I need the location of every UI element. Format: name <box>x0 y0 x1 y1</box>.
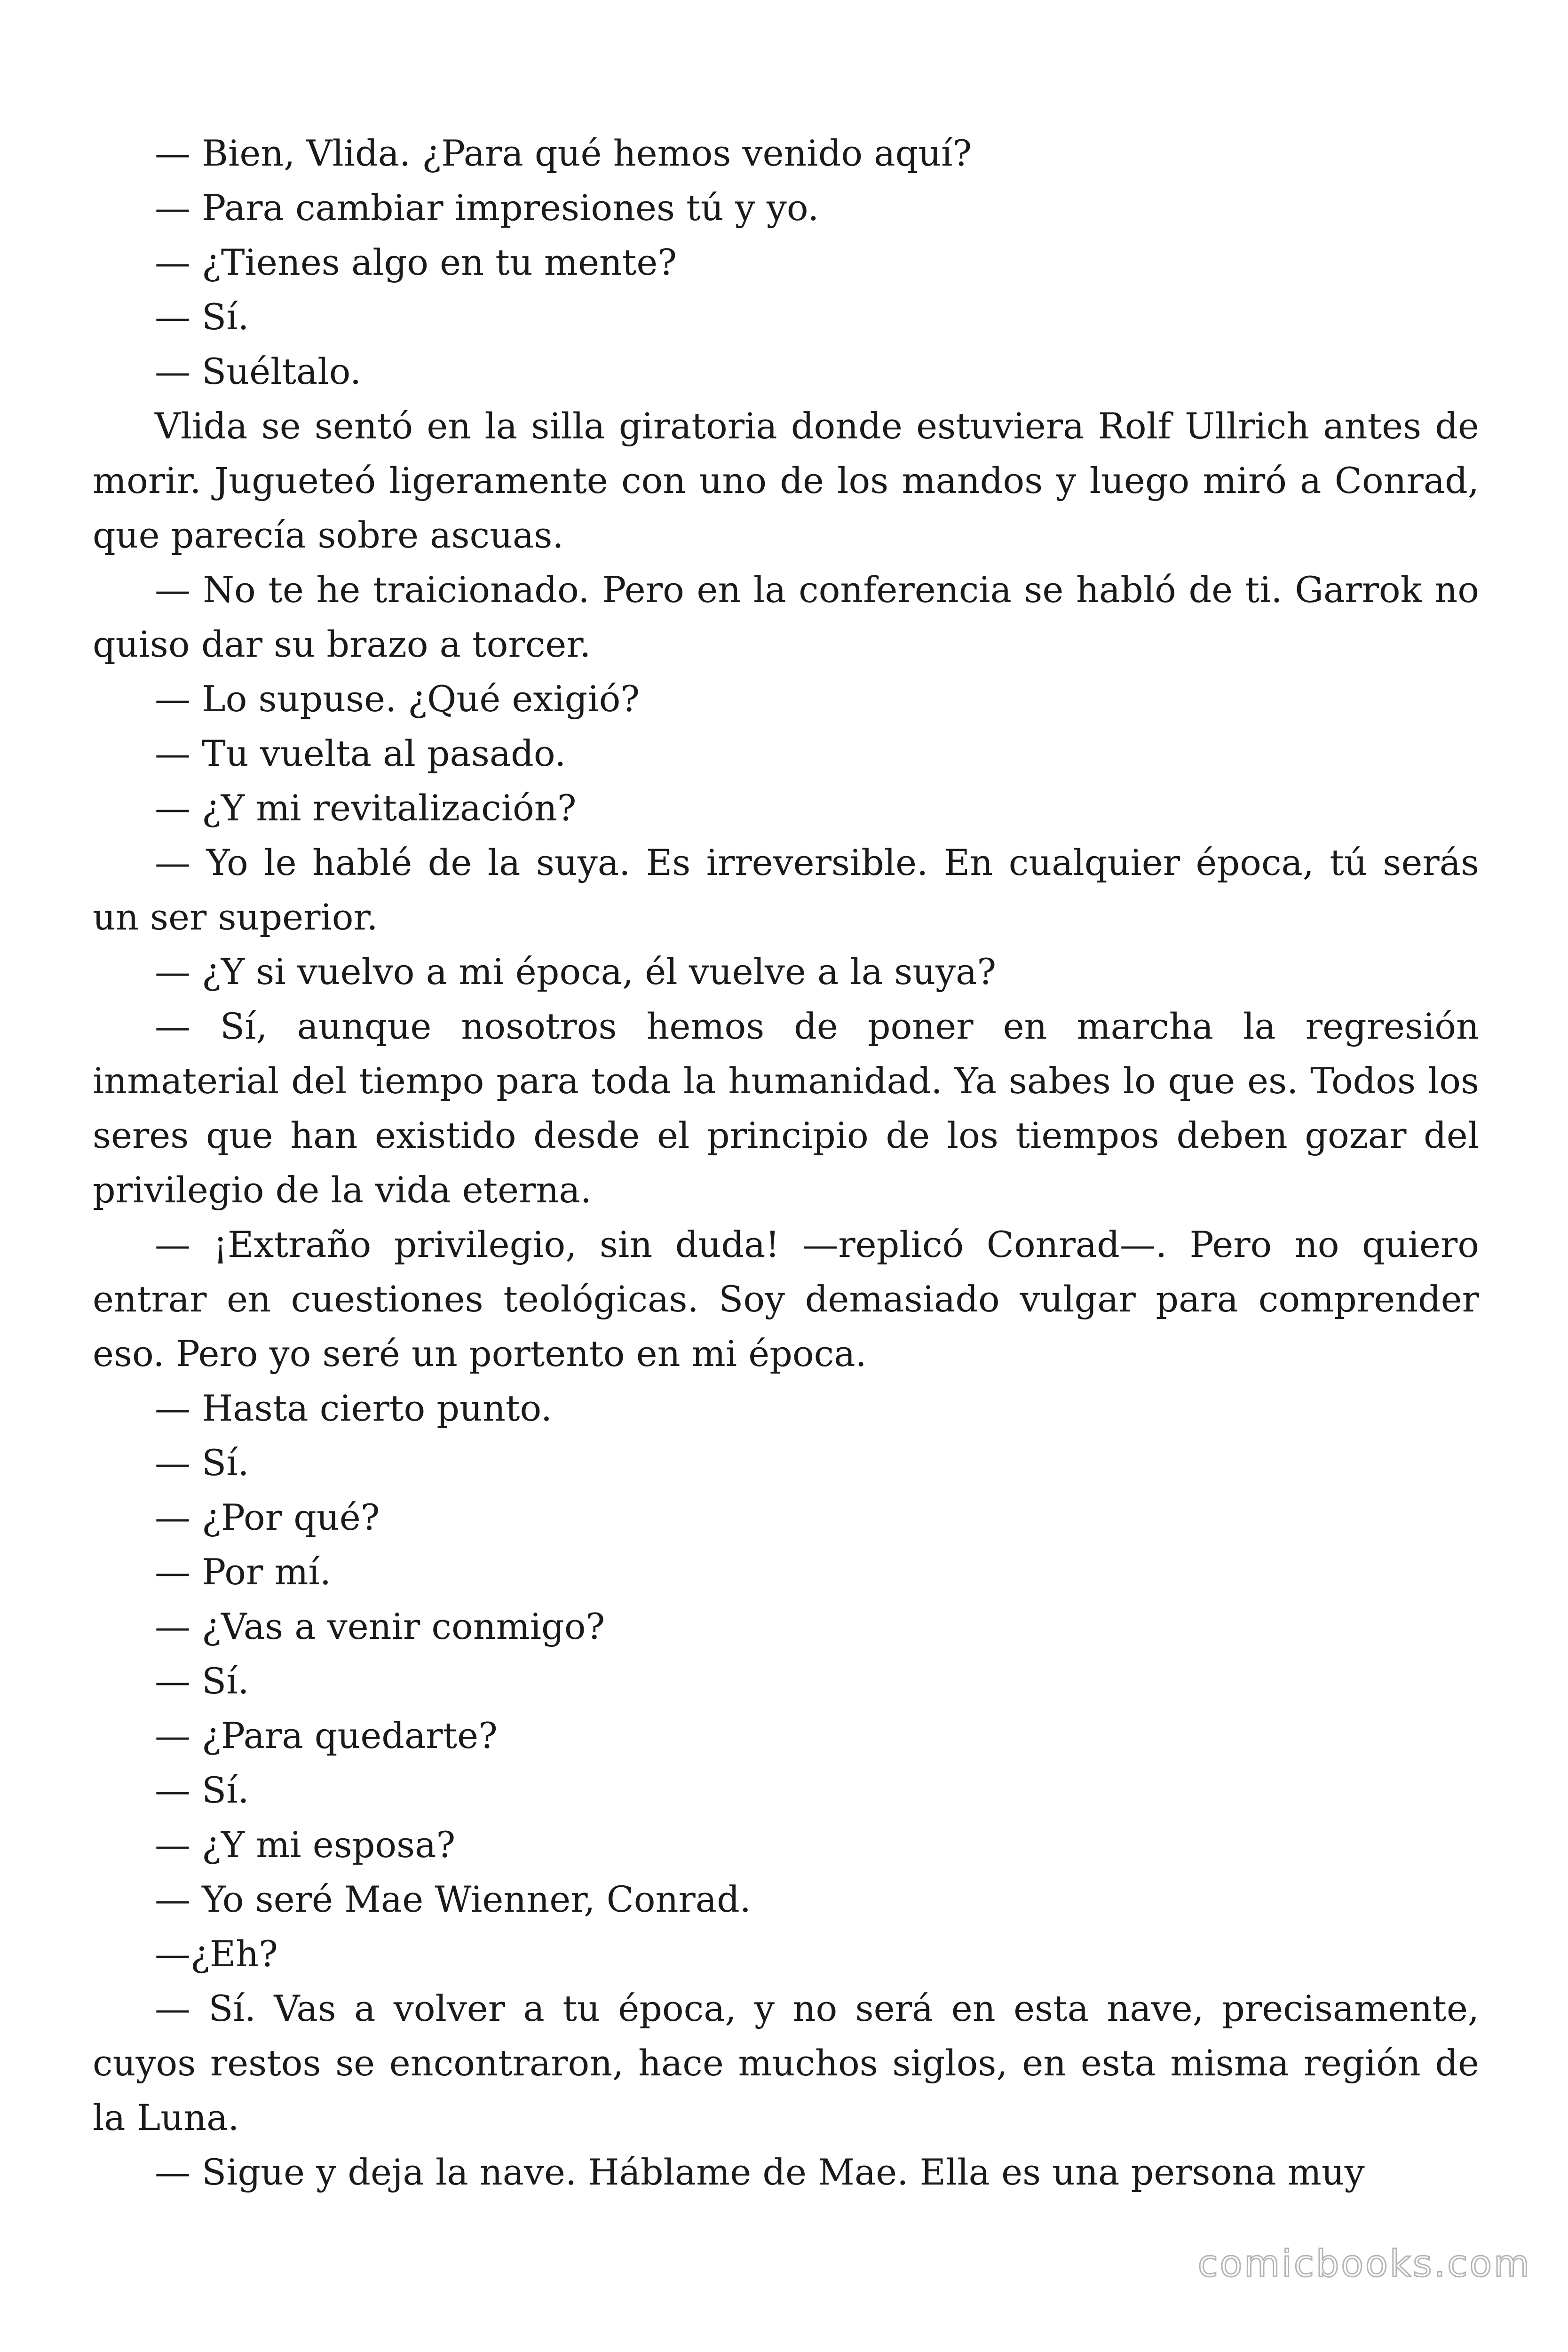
paragraph: — Hasta cierto punto. <box>155 1387 553 1429</box>
paragraph: — Por mí. <box>155 1551 331 1593</box>
paragraph: — Sí, aunque nosotros hemos de poner en marcha la regresión inmaterial del tiempo para toda la humanidad. Ya sabes lo que es. Todos los seres que han existido desde el principio de los tiempos deben gozar del privilegio de la vida eterna. <box>93 1005 1479 1211</box>
paragraph: — Sí. Vas a volver a tu época, y no será en esta nave, precisamente, cuyos restos se encontraron, hace muchos siglos, en esta misma región de la Luna. <box>93 1987 1479 2138</box>
paragraph: — ¿Tienes algo en tu mente? <box>155 241 677 283</box>
paragraph: —¿Eh? <box>155 1933 278 1975</box>
paragraph: — Lo supuse. ¿Qué exigió? <box>155 678 640 720</box>
paragraph: — Para cambiar impresiones tú y yo. <box>155 187 819 229</box>
paragraph: — Sí. <box>155 1660 249 1702</box>
paragraph: — Yo le hablé de la suya. Es irreversible. En cualquier época, tú serás un ser superior. <box>93 842 1479 938</box>
paragraph: — ¿Y si vuelvo a mi época, él vuelve a la suya? <box>155 951 997 993</box>
paragraph: — Sí. <box>155 1442 249 1484</box>
paragraph: — Sigue y deja la nave. Háblame de Mae. Ella es una persona muy <box>155 2151 1365 2193</box>
paragraph: — Sí. <box>155 296 249 338</box>
paragraph: — No te he traicionado. Pero en la conferencia se habló de ti. Garrok no quiso dar su brazo a torcer. <box>93 569 1479 665</box>
paragraph: — Tu vuelta al pasado. <box>155 732 566 774</box>
paragraph: — ¡Extraño privilegio, sin duda! —replicó Conrad—. Pero no quiero entrar en cuestiones teológicas. Soy demasiado vulgar para comprender eso. Pero yo seré un portento en mi época. <box>93 1224 1479 1375</box>
paragraph: — ¿Y mi revitalización? <box>155 787 577 829</box>
paragraph: — Suéltalo. <box>155 350 362 392</box>
paragraph: — ¿Vas a venir conmigo? <box>155 1605 605 1647</box>
paragraph: — ¿Para quedarte? <box>155 1715 498 1756</box>
paragraph: — ¿Por qué? <box>155 1496 380 1538</box>
paragraph: — Sí. <box>155 1769 249 1811</box>
site-watermark: comicbooks.com <box>1197 2243 1531 2285</box>
paragraph: Vlida se sentó en la silla giratoria donde estuviera Rolf Ullrich antes de morir. Jugueteó ligeramente con uno de los mandos y luego miró a Conrad, que parecía sobre ascuas. <box>93 405 1479 556</box>
paragraph: — ¿Y mi esposa? <box>155 1824 456 1866</box>
paragraph: — Bien, Vlida. ¿Para qué hemos venido aquí? <box>155 132 972 174</box>
text-body <box>93 126 1479 2200</box>
paragraph: — Yo seré Mae Wienner, Conrad. <box>155 1878 751 1920</box>
